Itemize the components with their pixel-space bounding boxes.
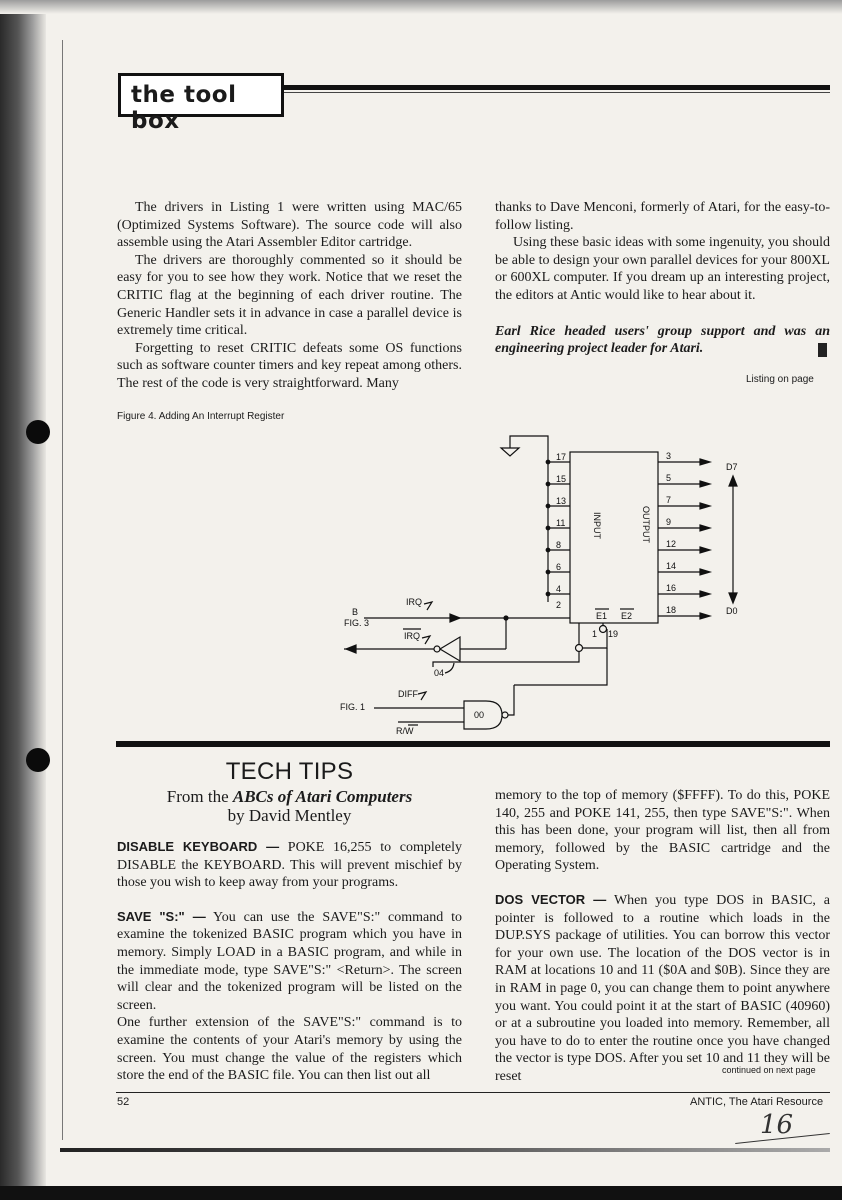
output-pin — [658, 517, 710, 531]
source-book: ABCs of Atari Computers — [232, 787, 413, 806]
b-label: B — [352, 607, 359, 617]
input-pin — [546, 562, 570, 574]
inverter-gate — [440, 637, 460, 661]
output-pin — [658, 605, 710, 619]
arrow-up-icon — [729, 476, 737, 486]
header-rule — [284, 85, 830, 90]
tech-tips-title: TECH TIPS — [225, 758, 354, 785]
tips-column-right — [495, 787, 830, 1086]
output-pin — [658, 473, 710, 487]
continued-note: continued on next page — [722, 1065, 816, 1075]
input-pin — [546, 496, 570, 508]
fig1-label: FIG. 1 — [340, 702, 366, 712]
fig3-label: FIG. 3 — [344, 618, 370, 628]
pin-number: 3 — [666, 451, 672, 461]
nand-bubble — [502, 712, 508, 718]
ground-icon — [501, 448, 519, 456]
arrow-right-icon — [450, 614, 460, 622]
tip-keyword: DOS VECTOR — — [495, 891, 607, 907]
page-number: 52 — [117, 1096, 130, 1108]
listing-reference: Listing on page — [746, 374, 814, 385]
tip-keyword: SAVE "S:" — — [117, 908, 206, 924]
pin-number: 8 — [556, 540, 562, 550]
pin-label: 19 — [608, 629, 619, 639]
tech-tips-source — [117, 787, 462, 807]
pin-number: 7 — [666, 495, 672, 505]
tip-paragraph — [117, 908, 462, 1015]
output-pin — [658, 583, 710, 597]
enable-2-label: E2 — [621, 611, 633, 621]
tips-column-left — [117, 838, 462, 1085]
tip-paragraph — [495, 891, 830, 1086]
binder-hole-icon — [26, 420, 50, 444]
input-pin — [546, 518, 570, 530]
diff-label: DIFF — [398, 689, 418, 699]
article-paragraph: The drivers are thoroughly commented so it should be easy for you to see how they work. Notice that we reset the CRITIC flag at the beginning of each driver routine. The Generic Handler sets it in advance in case a parallel device is extremely time critical. — [117, 252, 462, 339]
pin-number: 16 — [666, 583, 677, 593]
author-byline: Earl Rice headed users' group support and was an engineering project leader for Atari. — [495, 323, 830, 357]
tip-keyword: DISABLE KEYBOARD — — [117, 839, 280, 854]
article-column-right — [495, 199, 830, 358]
scan-shadow-top — [0, 0, 842, 14]
gate-label: 00 — [474, 710, 485, 720]
input-label: INPUT — [592, 512, 602, 539]
scan-shadow-left — [0, 0, 46, 1200]
input-pin — [546, 452, 570, 464]
irq-mark — [424, 602, 432, 610]
leader-line — [445, 663, 454, 673]
enable-wire — [514, 648, 607, 685]
tip-text: POKE 16,255 to completely DISABLE the KEYBOARD. This will prevent mischief by those you wish to keep away from your programs. — [117, 840, 463, 891]
article-paragraph: Forgetting to reset CRITIC defeats some OS functions such as software counter timers and key repeat among others. The rest of the code is very straightforward. Many — [117, 340, 462, 391]
enable-bubble — [600, 626, 607, 633]
article-paragraph: Using these basic ideas with some ingenuity, you should be able to design your own parallel devices for your 800XL or 600XL computer. If you dream up an interesting project, the editors at Antic would like to hear about it. — [495, 235, 830, 303]
output-pin — [658, 495, 710, 509]
section-rule — [116, 741, 830, 747]
enable-wire — [433, 652, 579, 667]
circuit-diagram — [320, 426, 760, 738]
scan-edge-bottom — [60, 1148, 830, 1152]
tip-paragraph — [117, 838, 462, 892]
section-header-box — [118, 73, 284, 134]
pin-number: 11 — [556, 518, 566, 528]
article-column-left — [117, 199, 462, 393]
footer-rule — [116, 1092, 830, 1093]
arrow-left-icon — [346, 645, 356, 653]
irq-bar-label: IRQ — [404, 631, 421, 641]
tip-paragraph: memory to the top of memory ($FFFF). To do this, POKE 140, 255 and POKE 141, 255, then type SAVE"S:". When this has been done, your program will list, then all from memory, followed by the BASIC cartridge and the Operating System. — [495, 788, 830, 874]
irq-mark — [422, 636, 430, 644]
pin-number: 5 — [666, 473, 672, 483]
enable-bubble — [576, 645, 583, 652]
pin-number: 15 — [556, 474, 567, 484]
tip-paragraph — [117, 1014, 462, 1084]
binder-hole-icon — [26, 748, 50, 772]
pin-number: 13 — [556, 496, 567, 506]
scan-shadow-bottom — [0, 1186, 842, 1200]
pin-number: 14 — [666, 561, 677, 571]
output-label: OUTPUT — [641, 506, 651, 543]
publication-name: ANTIC, The Atari Resource — [690, 1096, 824, 1108]
pin-number: 9 — [666, 517, 672, 527]
pin-number: 2 — [556, 600, 562, 610]
tip-text: One further extension of the SAVE"S:" command is to examine the contents of your Atari's memory by using the screen. You must change the value of the registers which store the end of the BASIC file. You can then list out all — [117, 1015, 462, 1084]
arrow-down-icon — [729, 593, 737, 603]
source-prefix: From the — [166, 787, 229, 806]
tip-text: When you type DOS in BASIC, a pointer is followed to a routine which loads in the DUP.SYS package of utilities. You can borrow this vector for your own use. The location of the DOS vector is in RAM at locations 10 and 11 ($0A and $0B). Since they are in RAM in page 0, you can change them to point anywhere you want. You could point it at the start of BASIC (40960) or at a subroutine you loaded into memory. Remember, all you have to do to enter the routine once you have changed the vector is type DOS. After you set 10 and 11 they will be reset — [495, 892, 830, 1084]
inverter-label: 04 — [434, 668, 445, 678]
pin-number: 12 — [666, 539, 677, 549]
input-pin — [546, 540, 570, 552]
article-paragraph: thanks to Dave Menconi, formerly of Atari, for the easy-to-follow listing. — [495, 200, 830, 233]
pin-number: 4 — [556, 584, 562, 594]
pin-number: 6 — [556, 562, 562, 572]
nand-out-wire — [508, 685, 514, 715]
input-pin — [546, 584, 570, 596]
enable-1-label: E1 — [596, 611, 608, 621]
output-pin — [658, 451, 710, 465]
d0-label: D0 — [726, 606, 738, 616]
rw-label: R/W — [396, 726, 414, 736]
page-edge-line — [62, 40, 63, 1140]
section-header-label: the tool box — [131, 82, 237, 134]
pin-number: 18 — [666, 605, 677, 615]
ground-wire — [510, 436, 548, 462]
header-rule-thin — [284, 92, 830, 93]
tech-tips-author: by David Mentley — [227, 806, 352, 825]
article-paragraph: The drivers in Listing 1 were written using MAC/65 (Optimized Systems Software). The source code will also assemble using the Atari Assembler Editor cartridge. — [117, 200, 462, 251]
tip-text: You can use the SAVE"S:" command to examine the tokenized BASIC program which you have in memory. Simply LOAD in a BASIC program, and while in the immediate mode, type SAVE"S:" <Return>. The screen will clear and the tokenized program will be listed on the screen. — [117, 909, 463, 1013]
input-pin — [550, 600, 570, 618]
figure-caption: Figure 4. Adding An Interrupt Register — [117, 411, 285, 422]
input-pin — [546, 474, 570, 486]
d7-label: D7 — [726, 462, 738, 472]
end-mark-icon — [818, 343, 827, 357]
pin-number: 17 — [556, 452, 567, 462]
irq-label: IRQ — [406, 597, 423, 607]
output-pin — [658, 561, 710, 575]
diff-mark — [418, 692, 426, 700]
output-pin — [658, 539, 710, 553]
pin-label: 1 — [592, 629, 598, 639]
handwritten-number: 16 — [760, 1110, 794, 1140]
